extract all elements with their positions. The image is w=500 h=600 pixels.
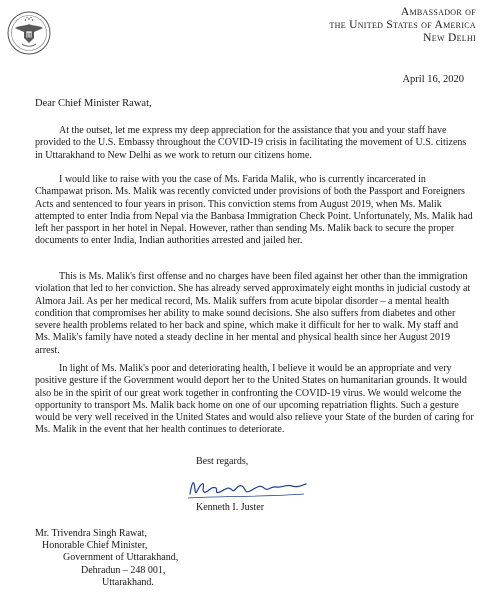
letter-date: April 16, 2020 [402,74,464,85]
addressee-block [35,528,178,589]
letterhead-title: Ambassador of [400,6,476,18]
letterhead [329,6,476,45]
body-paragraph-1: At the outset, let me express my deep appreciation for the assistance that you and your staff have provided to the U.S. Embassy throughout the COVID-19 crisis in facilitating the movement of U.S. citizens in Uttarakhand to New Delhi as we work to return our citizens home. [35,125,467,161]
addressee-line-3: Government of Uttarakhand, [63,552,179,564]
body-paragraph-4: In light of Ms. Malik's poor and deteriorating health, I believe it would be an appropriate and very positive gesture if the Government would deport her to the United States on humanitarian grounds. It would also be in the spirit of our great work together in confronting the COVID-19 virus. We would welcome the opportunity to transport Ms. Malik back home on one of our upcoming repatriation flights. Such a gesture would be very well received in the United States and would also relieve your State of the burden of caring for Ms. Malik in the event that her health continues to deteriorate. [35,363,474,436]
embassy-seal-icon [6,10,52,56]
salutation: Dear Chief Minister Rawat, [35,98,152,109]
closing: Best regards, [196,456,249,467]
addressee-line-2: Honorable Chief Minister, [42,540,148,552]
letterhead-city: New Delhi [423,32,476,44]
addressee-line-1: Mr. Trivendra Singh Rawat, [35,528,147,539]
signature-image [182,472,312,504]
addressee-line-4: Dehradun – 248 001, [81,564,166,576]
body-paragraph-3: This is Ms. Malik's first offense and no charges have been filed against her other than the immigration violation that led to her conviction. She has already served approximately eight months in judicial custody at Almora Jail. As per her medical record, Ms. Malik suffers from acute bipolar disorder – a mental health condition that compromises her ability to make sound decisions. She also suffers from diabetes and other severe health problems related to her back and spine, which make it difficult for her to walk. My staff and Ms. Malik's family have noted a steady decline in her mental and physical health since her August 2019 arrest. [35,271,471,356]
letterhead-country: the United States of America [329,19,476,31]
addressee-line-5: Uttarakhand. [102,576,154,588]
body-paragraph-2: I would like to raise with you the case of Ms. Farida Malik, who is currently incarcerated in Champawat prison. Ms. Malik was recently convicted under provisions of both the Passport and Foreigners Acts and sentenced to four years in prison. This conviction stems from August 2019, when Ms. Malik attempted to enter India from Nepal via the Banbasa Immigration Check Point. Unfortunately, Ms. Malik had left her passport in her hotel in Nepal. However, rather than sending Ms. Malik back to secure the proper documents to enter India, Indian authorities arrested and jailed her. [35,174,473,247]
signer-name: Kenneth I. Juster [196,502,265,513]
